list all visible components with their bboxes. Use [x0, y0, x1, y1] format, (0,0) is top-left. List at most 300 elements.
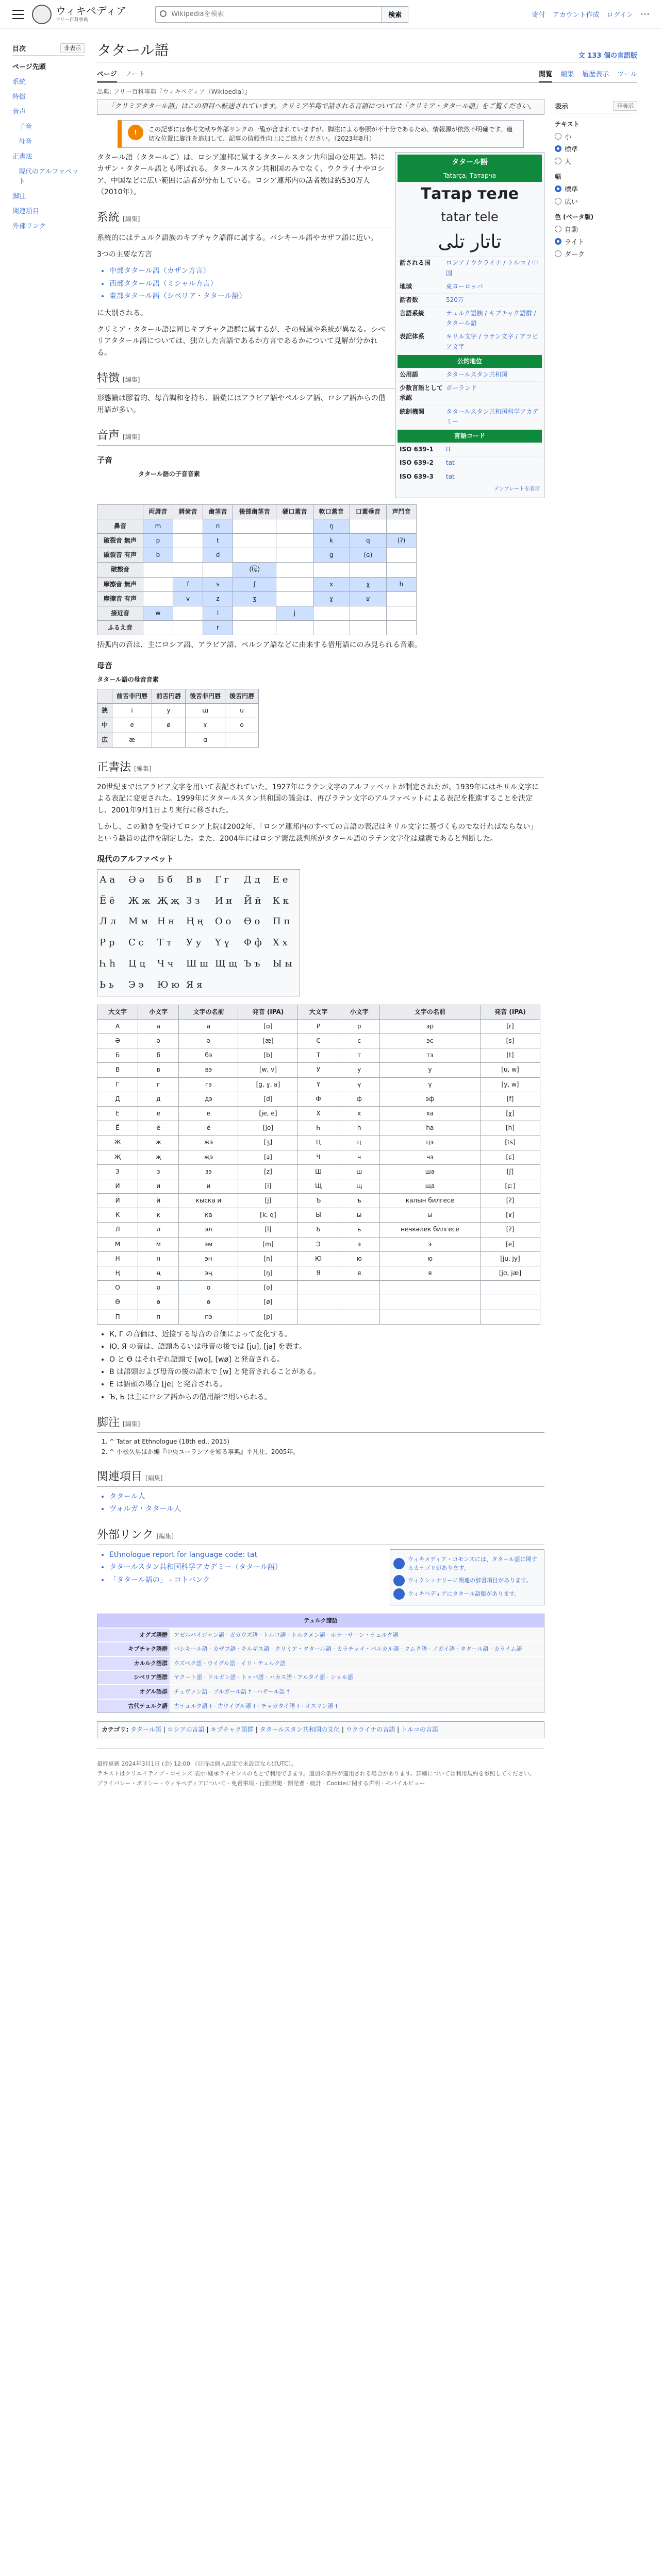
alphabet-row	[97, 1251, 540, 1266]
infobox-status-band: 公的地位	[398, 355, 542, 368]
vowels-heading: 母音	[97, 660, 113, 670]
consonant-cell: ŋ	[313, 519, 350, 533]
sister-projects-box	[390, 1549, 544, 1605]
infobox-value[interactable]: tt	[446, 446, 451, 453]
alphabet-cell: я	[339, 1266, 379, 1281]
cyrillic-letter: Ё ё	[100, 895, 115, 906]
consonant-cell	[233, 519, 276, 533]
sister-project-icon	[393, 1588, 405, 1600]
navbox-list[interactable]: チュヴァシ語 · ブルガール語 † · ハザール語 †	[170, 1685, 544, 1699]
alphabet-cell: Б	[97, 1048, 138, 1063]
section-features-heading: 特徴 [編集]	[97, 369, 544, 388]
alphabet-cell: эр	[379, 1019, 480, 1033]
edit-link[interactable]: [編集]	[123, 1420, 140, 1428]
consonant-header: 硬口蓋音	[276, 504, 313, 519]
consonant-cell	[350, 563, 386, 577]
alphabet-cell: м	[138, 1237, 179, 1251]
infobox-key: 少数言語として承認	[400, 384, 443, 402]
radio-button[interactable]	[555, 238, 561, 245]
consonant-cell	[276, 563, 313, 577]
consonant-cell	[173, 563, 203, 577]
alphabet-cell: чэ	[379, 1150, 480, 1164]
consonant-cell	[233, 606, 276, 621]
infobox-value[interactable]: tat	[446, 472, 455, 480]
consonant-cell	[350, 519, 386, 533]
alphabet-row	[97, 1295, 540, 1310]
infobox-title: タタール語	[398, 155, 542, 170]
infobox	[395, 152, 544, 498]
radio-button[interactable]	[555, 198, 561, 205]
consonant-cell	[276, 548, 313, 563]
sister-project-text[interactable]: ウィクショナリーに関連の辞書項目があります。	[408, 1577, 532, 1584]
infobox-value[interactable]: 520万	[446, 296, 464, 303]
sister-project-icon	[393, 1575, 405, 1586]
alphabet-cell: гэ	[179, 1077, 238, 1092]
consonant-cell: m	[143, 519, 173, 533]
navbox-group: オグル語群	[97, 1685, 170, 1699]
alphabet-cell: нечкәлек билгесе	[379, 1223, 480, 1237]
alphabet-cell: ө	[179, 1295, 238, 1310]
vowel-cell: ɤ	[186, 718, 225, 733]
navbox-list[interactable]: 古テュルク語 † · 古ウイグル語 † · チャガタイ語 † · オスマン語 †	[170, 1700, 544, 1713]
tab-edit[interactable]: 編集	[560, 71, 574, 78]
infobox-key: 話される国	[400, 259, 431, 267]
logo-title: ウィキペディア	[56, 5, 127, 17]
alphabet-cell: җэ	[179, 1150, 238, 1164]
cyrillic-letter: В в	[186, 874, 202, 885]
edit-link[interactable]: [編集]	[145, 1474, 163, 1482]
tab-history[interactable]: 履歴表示	[582, 71, 609, 78]
infobox-cyrillic: Татар теле	[420, 185, 519, 204]
vowel-cell: æ	[112, 733, 152, 747]
alphabet-cell: эн	[179, 1251, 238, 1266]
infobox-row	[398, 405, 542, 428]
section-lineage-heading: 系統 [編集]	[97, 208, 544, 228]
alphabet-cell	[298, 1295, 339, 1310]
alphabet-cell	[480, 1295, 540, 1310]
alphabet-cell: а	[179, 1019, 238, 1033]
alphabet-cell: и	[138, 1179, 179, 1193]
consonant-row-label: 破裂音 無声	[97, 534, 143, 548]
navbox-row	[97, 1670, 544, 1684]
cyrillic-letter: Ж ж	[128, 895, 151, 906]
radio-label: ライト	[565, 239, 585, 246]
infobox-value[interactable]: ロシア / ウクライナ / トルコ / 中国	[446, 259, 538, 277]
consonant-cell: j	[276, 606, 313, 621]
navbox-list[interactable]: ウズベク語 · ウイグル語 · イリ・テュルク語	[170, 1657, 544, 1670]
search-button[interactable]: 検索	[382, 6, 408, 23]
alphabet-cell: [ju, jy]	[480, 1251, 540, 1266]
cyrillic-letter: Б б	[157, 874, 173, 885]
alphabet-cell	[298, 1281, 339, 1295]
navbox-list[interactable]: ヤクート語 · ドルガン語 · トゥバ語 · ハカス語 · アルタイ語 · ショル語	[170, 1671, 544, 1684]
orthography-notes	[109, 1329, 544, 1403]
alphabet-cell: тэ	[379, 1048, 480, 1063]
cyrillic-letter: С с	[128, 937, 144, 948]
infobox-subtitle: Tatarça, Татарча	[398, 170, 542, 182]
toc-item[interactable]: 脚注	[12, 193, 26, 200]
sister-project-text[interactable]: ウィキペディアにタタール語版があります。	[408, 1590, 520, 1598]
consonant-cell	[203, 563, 233, 577]
edit-link[interactable]: [編集]	[123, 215, 140, 223]
toc-item[interactable]: 子音	[19, 123, 32, 131]
dialect-item[interactable]: • 中部タタール語（カザン方言）	[109, 265, 544, 277]
cyrillic-letter: У у	[186, 937, 202, 948]
toc-item[interactable]: 系統	[12, 78, 26, 86]
radio-button[interactable]	[555, 250, 561, 257]
infobox-arabic: تاتار تلی	[438, 231, 502, 253]
radio-button[interactable]	[555, 226, 561, 232]
consonant-cell	[143, 591, 173, 606]
alphabet-cell: е	[179, 1106, 238, 1121]
consonant-row-label: 鼻音	[97, 519, 143, 533]
alphabet-cell: [ʒ]	[238, 1136, 298, 1150]
cyrillic-letter: Г г	[215, 874, 229, 885]
consonants-caption: タタール語の子音音素	[138, 470, 200, 478]
tab-read[interactable]: 閲覧	[539, 65, 552, 82]
alphabet-cell: э	[339, 1237, 379, 1251]
alphabet-cell: у	[379, 1063, 480, 1077]
consonant-header: 口蓋垂音	[350, 504, 386, 519]
infobox-value[interactable]: タタールスタン共和国科学アカデミー	[446, 408, 539, 425]
consonant-cell	[313, 606, 350, 621]
alphabet-cell	[480, 1281, 540, 1295]
toc-item[interactable]: 母音	[19, 138, 32, 146]
alphabet-cell	[379, 1295, 480, 1310]
site-logo[interactable]	[32, 5, 126, 24]
top-header	[0, 0, 662, 29]
alphabet-cell: [f]	[480, 1092, 540, 1106]
infobox-row	[398, 381, 542, 404]
infobox-row	[398, 443, 542, 456]
vowels-caption: タタール語の母音音素	[97, 675, 159, 683]
alphabet-header: 小文字	[138, 1005, 179, 1019]
page-footer	[97, 1749, 544, 1799]
alphabet-row	[97, 1121, 540, 1136]
alphabet-cell: цэ	[379, 1136, 480, 1150]
alphabet-cell: Л	[97, 1223, 138, 1237]
dialect-item[interactable]: • 西部タタール語（ミシャル方言）	[109, 278, 544, 290]
vowel-row	[97, 704, 259, 718]
alphabet-cell: [s]	[480, 1034, 540, 1048]
donate-link[interactable]: 寄付	[532, 11, 545, 19]
vowel-table	[97, 689, 259, 748]
vowel-row-label: 中	[97, 718, 112, 733]
infobox-value[interactable]: タタールスタン共和国	[446, 371, 508, 379]
navbox-row	[97, 1684, 544, 1699]
alphabet-cell: [n]	[238, 1251, 298, 1266]
infobox-key: 公用語	[400, 371, 419, 379]
alphabet-cell: эф	[379, 1092, 480, 1106]
edit-link[interactable]: [編集]	[123, 433, 140, 441]
cyrillic-letter: З з	[186, 895, 200, 906]
consonant-cell: t	[203, 534, 233, 548]
vowel-cell: e	[112, 718, 152, 733]
consonant-cell	[173, 548, 203, 563]
category-link[interactable]: タタール語	[130, 1726, 161, 1734]
alphabet-cell: эм	[179, 1237, 238, 1251]
cyrillic-letter: Х х	[273, 937, 288, 948]
section-related-heading: 関連項目 [編集]	[97, 1467, 544, 1487]
lineage-p2: 3つの主要な方言	[97, 250, 152, 259]
infobox-latin: tatar tele	[441, 210, 499, 225]
alphabet-cell: е	[138, 1106, 179, 1121]
category-label: カテゴリ:	[102, 1726, 129, 1734]
edit-link[interactable]: [編集]	[156, 1532, 174, 1540]
alphabet-cell: Ь	[298, 1223, 339, 1237]
section-external-heading: 外部リンク [編集]	[97, 1526, 544, 1545]
cyrillic-letter: Щ щ	[215, 958, 237, 970]
cyrillic-letter: Ө ө	[244, 916, 260, 927]
alphabet-cell: [χ]	[480, 1106, 540, 1121]
consonant-cell: k	[313, 534, 350, 548]
language-button[interactable]: 文 133 個の言語版	[578, 52, 637, 60]
alphabet-cell	[379, 1281, 480, 1295]
more-options-icon[interactable]: ⋯	[640, 9, 650, 20]
consonant-header: 唇歯音	[173, 504, 203, 519]
vowel-header: 後舌円唇	[225, 689, 259, 704]
vowel-header: 後舌非円唇	[186, 689, 225, 704]
related-item[interactable]: • ヴォルガ・タタール人	[109, 1503, 544, 1515]
login-link[interactable]: ログイン	[606, 11, 633, 19]
consonant-row-label: 摩擦音 無声	[97, 577, 143, 591]
alphabet-cell	[379, 1310, 480, 1324]
toc-item[interactable]: 正書法	[12, 153, 33, 161]
alphabet-cell: Щ	[298, 1179, 339, 1193]
category-link[interactable]: ウクライナの言語	[345, 1726, 395, 1734]
consonant-row	[97, 577, 417, 591]
radio-button[interactable]	[555, 185, 561, 192]
dialect-item[interactable]: • 東部タタール語（シベリア・タタール語）	[109, 291, 544, 302]
infobox-value[interactable]: 東ヨーロッパ	[446, 282, 483, 290]
toc-list	[12, 59, 85, 233]
alphabet-cell: җ	[138, 1150, 179, 1164]
vowel-header	[97, 689, 112, 704]
cyrillic-letter: Ф ф	[244, 937, 262, 948]
consonant-row-label: 破擦音	[97, 563, 143, 577]
consonant-header: 声門音	[386, 504, 416, 519]
external-link-item[interactable]: • タタールスタン共和国科学アカデミー（タタール語）	[109, 1562, 544, 1573]
consonant-cell	[276, 621, 313, 635]
alphabet-cell: у	[339, 1063, 379, 1077]
infobox-row	[398, 368, 542, 381]
alphabet-cell: ка	[179, 1208, 238, 1223]
footnote-item: 2. ^ 小松久男ほか編『中央ユーラシアを知る事典』平凡社、2005年。	[109, 1447, 544, 1457]
toc-item[interactable]: 特徴	[12, 93, 26, 101]
alphabet-cell: Ф	[298, 1092, 339, 1106]
alphabet-cell: ё	[179, 1121, 238, 1136]
alphabet-cell: О	[97, 1281, 138, 1295]
warning-icon: !	[128, 125, 143, 140]
vowel-header: 前舌円唇	[152, 689, 186, 704]
cyrillic-letter: Й й	[244, 895, 261, 906]
alphabet-cell: [g, ɣ, ʁ]	[238, 1077, 298, 1092]
category-link[interactable]: トルコの言語	[401, 1726, 439, 1734]
tab-tools[interactable]: ツール	[617, 71, 637, 78]
cyrillic-letter: Ь ь	[100, 979, 114, 990]
table-of-contents	[12, 29, 85, 1799]
infobox-key: 地域	[400, 282, 412, 290]
width-option[interactable]	[555, 184, 637, 194]
create-account-link[interactable]: アカウント作成	[552, 11, 600, 19]
template-link[interactable]: テンプレートを表示	[493, 486, 540, 492]
consonant-cell	[386, 563, 416, 577]
alphabet-cell: Э	[298, 1237, 339, 1251]
alphabet-cell: Ү	[298, 1077, 339, 1092]
radio-button[interactable]	[555, 158, 561, 164]
text-size-option[interactable]	[555, 156, 637, 166]
sister-project-row	[393, 1575, 541, 1586]
color-option[interactable]	[555, 249, 637, 259]
infobox-key: ISO 639-3	[400, 472, 434, 480]
related-item[interactable]: • タタール人	[109, 1491, 544, 1502]
alphabet-cell: ша	[379, 1164, 480, 1179]
appearance-hide-button[interactable]: 非表示	[613, 101, 637, 111]
toc-item[interactable]: 現代のアルファベット	[19, 168, 79, 185]
consonant-header: 歯茎音	[203, 504, 233, 519]
alphabet-header: 文字の名前	[179, 1005, 238, 1019]
footer-line: プライバシー・ポリシー · ウィキペディアについて · 免責事項 · 行動規範 · 開発者 · 統計 · Cookieに関する声明 · モバイルビュー	[97, 1780, 425, 1787]
consonant-cell	[143, 577, 173, 591]
toc-item[interactable]: 外部リンク	[12, 223, 46, 230]
alphabet-cell: ү	[379, 1077, 480, 1092]
alphabet-cell: М	[97, 1237, 138, 1251]
category-link[interactable]: キプチャク語群	[210, 1726, 254, 1734]
alphabet-cell: [j]	[238, 1194, 298, 1208]
infobox-key: 表記体系	[400, 333, 425, 341]
alphabet-cell: Р	[298, 1019, 339, 1033]
tab-talk[interactable]: ノート	[125, 71, 145, 78]
consonant-cell: s	[203, 577, 233, 591]
tab-page[interactable]: ページ	[97, 65, 117, 82]
infobox-value[interactable]: tat	[446, 459, 455, 467]
orthography-note: • Ъ, Ь は主にロシア語からの借用語で用いられる。	[109, 1392, 544, 1403]
alphabet-row	[97, 1106, 540, 1121]
external-link-item[interactable]: • Ethnologue report for language code: tat	[109, 1549, 544, 1561]
alphabet-cell: Ш	[298, 1164, 339, 1179]
alphabet-cell: К	[97, 1208, 138, 1223]
radio-label: 大	[565, 158, 572, 166]
alphabet-cell: [jo]	[238, 1121, 298, 1136]
category-links: カテゴリ: タタール語 | ロシアの言語 | キプチャク語群 | タタールスタン共和国の文化 | ウクライナの言語 | トルコの言語	[97, 1721, 544, 1738]
sister-project-text[interactable]: ウィキメディア・コモンズには、タタール語に関するカテゴリがあります。	[408, 1555, 537, 1572]
consonant-cell: n	[203, 519, 233, 533]
alphabet-cell: г	[138, 1077, 179, 1092]
consonant-cell	[233, 534, 276, 548]
alphabet-row	[97, 1237, 540, 1251]
alphabet-cell: р	[339, 1019, 379, 1033]
consonant-cell	[350, 621, 386, 635]
alphabet-cell: Ы	[298, 1208, 339, 1223]
consonant-cell: l	[203, 606, 233, 621]
alphabet-cell: И	[97, 1179, 138, 1193]
infobox-row	[398, 256, 542, 279]
consonant-cell	[313, 621, 350, 635]
category-link[interactable]: ロシアの言語	[167, 1726, 205, 1734]
consonant-header: 軟口蓋音	[313, 504, 350, 519]
main-menu-icon[interactable]	[12, 10, 24, 19]
color-option[interactable]	[555, 224, 637, 234]
radio-button[interactable]	[555, 145, 561, 152]
alphabet-cell: Н	[97, 1251, 138, 1266]
cyrillic-letter: Ы ы	[273, 958, 292, 970]
alphabet-cell: һа	[379, 1121, 480, 1136]
alphabet-cell: н	[138, 1251, 179, 1266]
alphabet-row	[97, 1179, 540, 1193]
alphabet-cell: Г	[97, 1077, 138, 1092]
category-link[interactable]: タタールスタン共和国の文化	[259, 1726, 340, 1734]
wikipedia-globe-icon	[32, 5, 52, 24]
consonant-cell: z	[203, 591, 233, 606]
infobox-key: ISO 639-1	[400, 446, 434, 453]
radio-button[interactable]	[555, 133, 561, 140]
consonant-cell	[143, 563, 173, 577]
consonant-cell: b	[143, 548, 173, 563]
cyrillic-letter: М м	[128, 916, 148, 927]
consonant-cell: ʃ	[233, 577, 276, 591]
search-input[interactable]	[155, 6, 382, 23]
alphabet-cell: [ʔ]	[480, 1223, 540, 1237]
infobox-value[interactable]: テュルク語族 / キプチャク語群 / タタール語	[446, 310, 536, 327]
orthography-p2: しかし、この動きを受けてロシア上院は2002年、「ロシア連邦内のすべての言語の表記はキリル文字に基づくものでなければならない」という趣旨の法律を制定した。また、2004年にはロシア憲法裁判所がタタール語のラテン文字化は違憲であると判断した。	[97, 823, 538, 843]
external-link-item[interactable]: • 「タタール語の」 - コトバンク	[109, 1574, 544, 1586]
consonant-cell: (ʔ)	[386, 534, 416, 548]
search-icon	[160, 10, 167, 17]
infobox-row	[398, 293, 542, 307]
vowel-row	[97, 718, 259, 733]
consonant-cell	[276, 519, 313, 533]
toc-item[interactable]: ページ先頭	[12, 63, 46, 71]
infobox-value[interactable]: ポーランド	[446, 384, 477, 392]
vowel-cell: ɑ	[186, 733, 225, 747]
alphabet-cell: Ә	[97, 1034, 138, 1048]
alphabet-row	[97, 1194, 540, 1208]
toc-item[interactable]: 音声	[12, 108, 26, 116]
text-size-option[interactable]	[555, 131, 637, 141]
radio-label: 小	[565, 133, 572, 141]
navbox-group: シベリア語群	[97, 1671, 170, 1684]
cyrillic-letter: Ц ц	[128, 958, 145, 970]
infobox-value[interactable]: キリル文字 / ラテン文字 / アラビア文字	[446, 333, 538, 350]
alphabet-cell: [jɑ, jæ]	[480, 1266, 540, 1281]
color-option[interactable]	[555, 236, 637, 246]
color-label: 色 (ベータ版)	[555, 213, 594, 221]
cyrillic-letter: Һ һ	[100, 958, 115, 970]
navbox-list[interactable]: アゼルバイジャン語 · ガガウズ語 · トルコ語 · トルクメン語 · ホラーサーン・テュルク語	[170, 1629, 544, 1642]
radio-label: 自動	[565, 226, 578, 234]
edit-link[interactable]: [編集]	[123, 376, 140, 384]
footer-line: 最終更新 2024年3月1日 (金) 12:00 （日時は個人設定で未設定ならばUTC）。	[97, 1760, 297, 1768]
alphabet-cell: [ʔ]	[480, 1194, 540, 1208]
appearance-title: 表示	[555, 103, 569, 111]
alphabet-cell: ч	[339, 1150, 379, 1164]
navbox-list[interactable]: バシキール語 · カザフ語 · キルギス語 · クリミア・タタール語 · カラチャイ・バルカル語 · クムク語 · ノガイ語 · タタール語 · カライム語	[170, 1642, 544, 1656]
orthography-note: • Е は語頭の場合 [je] と発音される。	[109, 1379, 544, 1390]
edit-link[interactable]: [編集]	[134, 765, 152, 772]
toc-item[interactable]: 関連項目	[12, 208, 40, 215]
width-option[interactable]	[555, 196, 637, 206]
vowel-row-label: 広	[97, 733, 112, 747]
cyrillic-letter: К к	[273, 895, 289, 906]
alphabet-cell: ә	[138, 1034, 179, 1048]
text-size-option[interactable]	[555, 144, 637, 154]
toc-hide-button[interactable]: 非表示	[60, 43, 85, 53]
alphabet-cell: ф	[339, 1092, 379, 1106]
appearance-panel	[555, 99, 637, 1799]
alphabet-row	[97, 1034, 540, 1048]
lineage-p3: に大別される。	[97, 309, 147, 317]
consonant-cell: ʒ	[233, 591, 276, 606]
